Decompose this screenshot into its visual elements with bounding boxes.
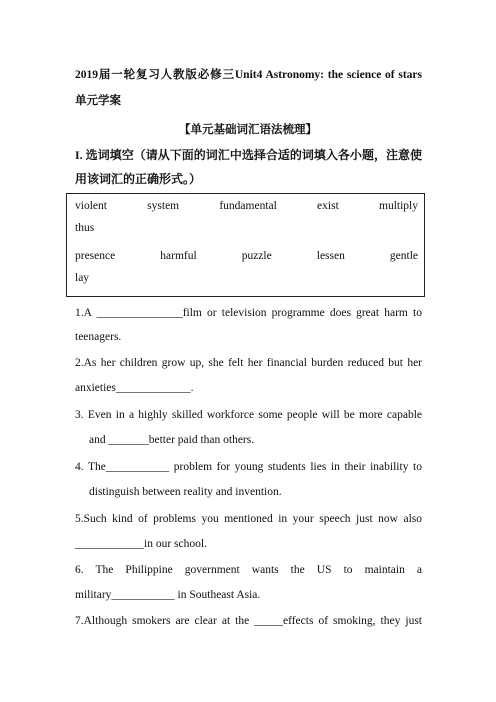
word: fundamental — [219, 200, 277, 212]
question-3-line2: and _______better paid than others. — [89, 434, 255, 446]
word-row-2 — [75, 250, 418, 262]
section-heading: 【单元基础词汇语法梳理】 — [179, 124, 317, 136]
word: puzzle — [241, 250, 272, 262]
question-4-line2: distinguish between reality and invention. — [89, 486, 282, 498]
question-5-line2: ____________in our school. — [75, 538, 207, 550]
word: gentle — [389, 250, 418, 262]
word: harmful — [160, 250, 197, 262]
word-box — [66, 193, 425, 297]
word: lay — [75, 272, 90, 284]
question-1-line2: teenagers. — [75, 331, 122, 343]
word: system — [147, 200, 180, 212]
doc-title-line2: 单元学案 — [75, 95, 121, 107]
word-row-1 — [75, 200, 418, 212]
word: exist — [317, 200, 339, 212]
question-2-line1: 2.As her children grow up, she felt her financial burden reduced but her — [75, 357, 422, 369]
exercise-heading-line1: I. 选词填空（请从下面的词汇中选择合适的词填入各小题，注意使 — [75, 148, 422, 162]
word: violent — [75, 200, 107, 212]
word: lessen — [316, 250, 345, 262]
question-2-line2: anxieties_____________. — [75, 382, 194, 394]
word: multiply — [379, 200, 418, 212]
word: presence — [75, 250, 116, 262]
question-4-line1: 4. The___________ problem for young students lies in their inability to — [75, 461, 422, 473]
question-7-line1: 7.Although smokers are clear at the _____effects of smoking, they just — [75, 615, 422, 627]
doc-title-line1: 2019届一轮复习人教版必修三Unit4 Astronomy: the science of stars — [75, 69, 422, 81]
exercise-heading-line2: 用该词汇的正确形式。） — [75, 172, 202, 186]
question-5-line1: 5.Such kind of problems you mentioned in your speech just now also — [75, 513, 422, 525]
word: thus — [75, 222, 95, 234]
question-6-line1: 6. The Philippine government wants the US to maintain a — [75, 564, 422, 576]
question-6-line2: military___________ in Southeast Asia. — [75, 589, 261, 601]
question-1-line1: 1.A _______________film or television programme does great harm to — [75, 307, 422, 319]
question-3-line1: 3. Even in a highly skilled workforce some people will be more capable — [75, 409, 422, 421]
